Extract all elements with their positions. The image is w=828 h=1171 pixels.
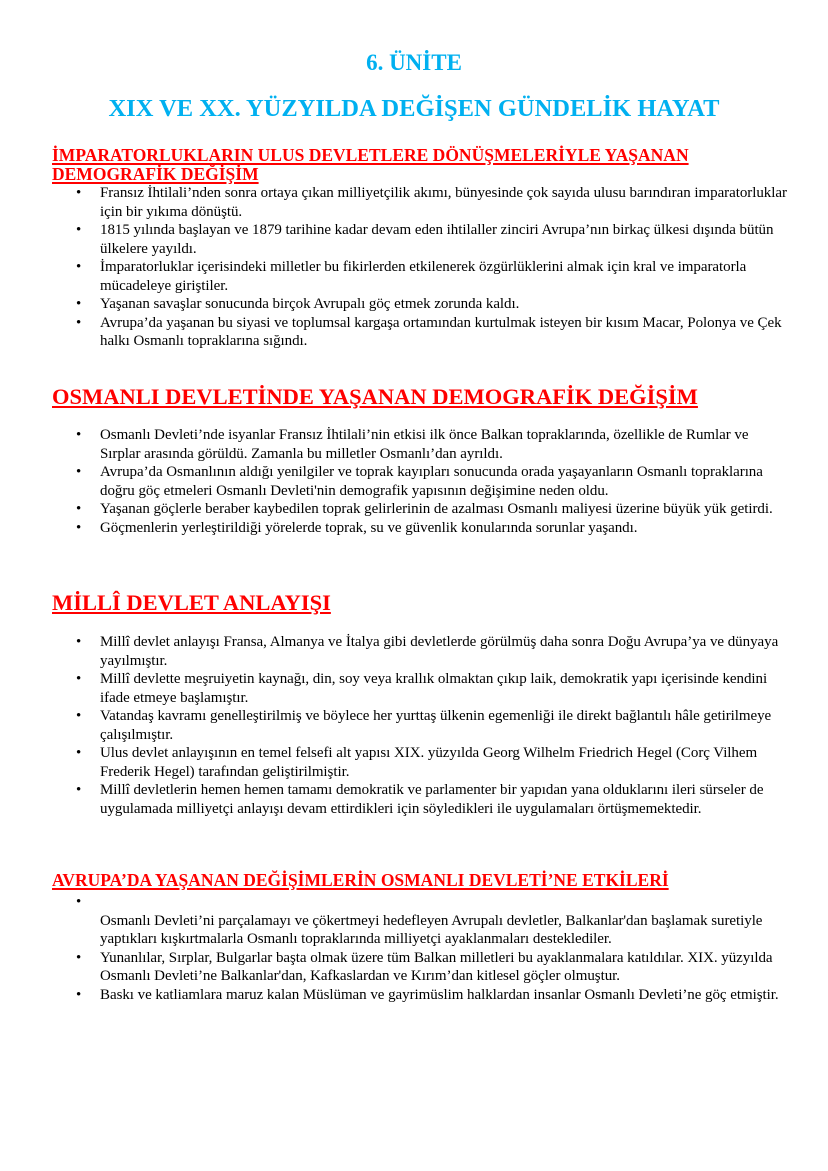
section-effects-on-ottoman [52, 871, 792, 1004]
section-demographic-change-empires [52, 146, 792, 351]
list-item: • Millî devletlerin hemen hemen tamamı demokratik ve parlamenter bir yapıdan yana olduklarını ileri sürseler de uygulamada milliyetçi anlayışı devam ettirdikleri için söyledikleri ile uygulamaları örtüşmemektedir. [52, 781, 792, 818]
list-item: • Vatandaş kavramı genelleştirilmiş ve böylece her yurttaş ülkenin egemenliği ile direkt bağlantılı hâle getirilmeye çalışılmıştır. [52, 707, 792, 744]
bullet-list [52, 633, 792, 818]
section-heading: OSMANLI DEVLETİNDE YAŞANAN DEMOGRAFİK DEĞİŞİM [52, 384, 698, 409]
bullet-list [52, 893, 792, 1004]
list-item: • Osmanlı Devleti’nde isyanlar Fransız İhtilali’nin etkisi ilk önce Balkan topraklarında, özellikle de Rumlar ve Sırplar arasında görüldü. Zamanla bu milletler Osmanlı’dan ayrıldı. [52, 426, 792, 463]
section-ottoman-demographic-change [52, 384, 792, 537]
list-item: • Yaşanan savaşlar sonucunda birçok Avrupalı göç etmek zorunda kaldı. [52, 295, 792, 314]
list-item: • Millî devlette meşruiyetin kaynağı, din, soy veya krallık olmaktan çıkıp laik, demokratik yapı içerisinde kendini ifade etmeye başlamıştır. [52, 670, 792, 707]
list-item: • Fransız İhtilali’nden sonra ortaya çıkan milliyetçilik akımı, bünyesinde çok sayıda ulusu barındıran imparatorluklar için bir yıkıma dönüştü. [52, 184, 792, 221]
list-item: • İmparatorluklar içerisindeki milletler bu fikirlerden etkilenerek özgürlüklerini almak için kral ve imparatorla mücadeleye giriştiler. [52, 258, 792, 295]
list-item: • Göçmenlerin yerleştirildiği yörelerde toprak, su ve güvenlik konularında sorunlar yaşandı. [52, 519, 792, 538]
bullet-list [52, 426, 792, 537]
bullet-list [52, 184, 792, 351]
section-heading: MİLLÎ DEVLET ANLAYIŞI [52, 590, 331, 615]
list-item [52, 893, 792, 912]
list-item: • Baskı ve katliamlara maruz kalan Müslüman ve gayrimüslim halklardan insanlar Osmanlı Devleti’ne göç etmiştir. [52, 986, 792, 1005]
list-item: Osmanlı Devleti’ni parçalamayı ve çökertmeyi hedefleyen Avrupalı devletler, Balkanlar'dan başlamak suretiyle yaptıkları kışkırtmalarla Osmanlı topraklarında milliyetçi ayaklanmaları desteklediler. [100, 912, 763, 947]
section-heading: AVRUPA’DA YAŞANAN DEĞİŞİMLERİN OSMANLI DEVLETİ’NE ETKİLERİ [52, 870, 669, 890]
list-item: • 1815 yılında başlayan ve 1879 tarihine kadar devam eden ihtilaller zinciri Avrupa’nın birkaç ülkesi dışında bütün ülkelere yayıldı. [52, 221, 792, 258]
list-item: • Yaşanan göçlerle beraber kaybedilen toprak gelirlerinin de azalması Osmanlı maliyesi üzerine büyük yük getirdi. [52, 500, 792, 519]
list-item: • Avrupa’da yaşanan bu siyasi ve toplumsal kargaşa ortamından kurtulmak isteyen bir kısım Macar, Polonya ve Çek halkı Osmanlı topraklarına sığındı. [52, 314, 792, 351]
list-item: • Avrupa’da Osmanlının aldığı yenilgiler ve toprak kayıpları sonucunda orada yaşayanların Osmanlı topraklarına doğru göç etmeleri Osmanlı Devleti'nin demografik yapısının değişimine neden oldu. [52, 463, 792, 500]
unit-title: 6. ÜNİTE [366, 50, 462, 75]
page-title: XIX VE XX. YÜZYILDA DEĞİŞEN GÜNDELİK HAYAT [108, 95, 720, 122]
list-item: • Yunanlılar, Sırplar, Bulgarlar başta olmak üzere tüm Balkan milletleri bu ayaklanmalara katıldılar. XIX. yüzyılda Osmanlı Devleti’ne Balkanlar'dan, Kafkaslardan ve Kırım’dan kitlesel göçler olmuştur. [52, 949, 792, 986]
section-national-state-concept [52, 590, 792, 818]
section-heading: İMPARATORLUKLARIN ULUS DEVLETLERE DÖNÜŞMELERİYLE YAŞANAN DEMOGRAFİK DEĞİŞİM [52, 145, 689, 184]
list-item: • Ulus devlet anlayışının en temel felsefi alt yapısı XIX. yüzyılda Georg Wilhelm Friedrich Hegel (Corç Vilhem Frederik Hegel) tarafından geliştirilmiştir. [52, 744, 792, 781]
list-item: • Millî devlet anlayışı Fransa, Almanya ve İtalya gibi devletlerde görülmüş daha sonra Doğu Avrupa’ya ve dünyaya yayılmıştır. [52, 633, 792, 670]
